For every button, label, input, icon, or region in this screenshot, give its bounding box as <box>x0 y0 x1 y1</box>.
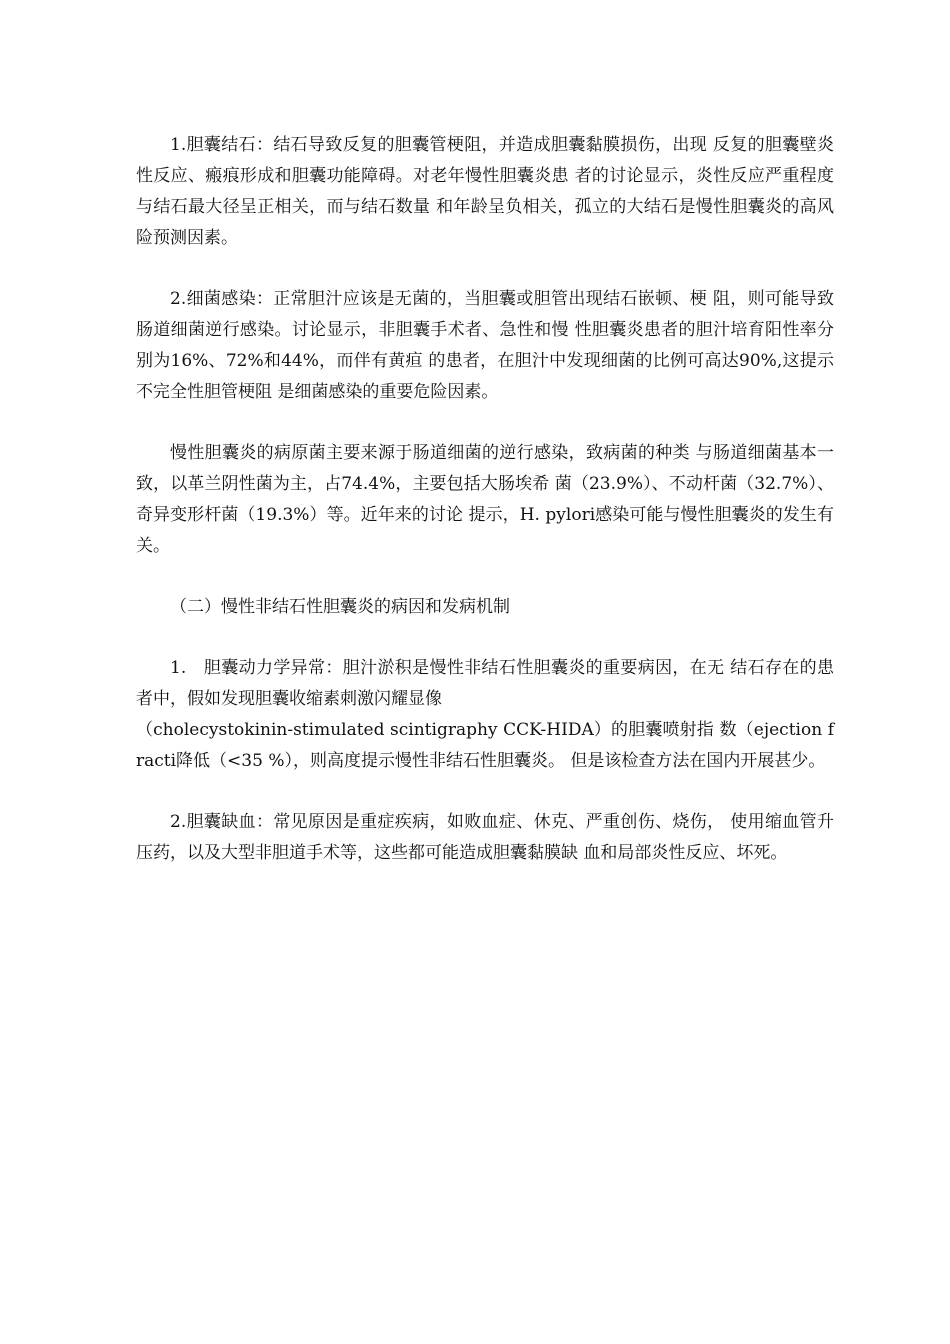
paragraph-pathogens: 慢性胆囊炎的病原菌主要来源于肠道细菌的逆行感染，致病菌的种类 与肠道细菌基本一致，以革兰阴性菌为主，占74.4%，主要包括大肠埃希 菌（23.9%）、不动杆菌（32.7%）、奇异变形杆菌（19.3%）等。近年来的讨论 提示，H. pylori感染可能与慢性胆囊炎的发生有关。 <box>136 443 834 556</box>
paragraph-dynamics-part2: （cholecystokinin-stimulated scintigraphy CCK-HIDA）的胆囊喷射指 数（ejection fracti降低（<35 %），则高度提示慢性非结石性胆囊炎。 但是该检查方法在国内开展甚少。 <box>136 720 834 771</box>
paragraph-bacterial-infection: 2.细菌感染：正常胆汁应该是无菌的，当胆囊或胆管出现结石嵌顿、梗 阻，则可能导致肠道细菌逆行感染。讨论显示，非胆囊手术者、急性和慢 性胆囊炎患者的胆汁培育阳性率分别为16%、72%和44%，而伴有黄疸 的患者，在胆汁中发现细菌的比例可高达90%,这提示不完全性胆管梗阻 是细菌感染的重要危险因素。 <box>136 289 834 402</box>
paragraph-dynamics-part1: 1. 胆囊动力学异常：胆汁淤积是慢性非结石性胆囊炎的重要病因，在无 结石存在的患者中，假如发现胆囊收缩素刺激闪耀显像 <box>136 658 834 709</box>
paragraph-ischemia: 2.胆囊缺血：常见原因是重症疾病，如败血症、休克、严重创伤、烧伤， 使用缩血管升压药，以及大型非胆道手术等，这些都可能造成胆囊黏膜缺 血和局部炎性反应、坏死。 <box>136 812 834 863</box>
paragraph-gallstones: 1.胆囊结石：结石导致反复的胆囊管梗阻，并造成胆囊黏膜损伤，出现 反复的胆囊壁炎性反应、瘢痕形成和胆囊功能障碍。对老年慢性胆囊炎患 者的讨论显示，炎性反应严重程度与结石最大径呈正相关，而与结石数量 和年龄呈负相关，孤立的大结石是慢性胆囊炎的高风险预测因素。 <box>136 135 834 248</box>
document-page <box>136 130 834 899</box>
section-heading: （二）慢性非结石性胆囊炎的病因和发病机制 <box>170 597 510 617</box>
